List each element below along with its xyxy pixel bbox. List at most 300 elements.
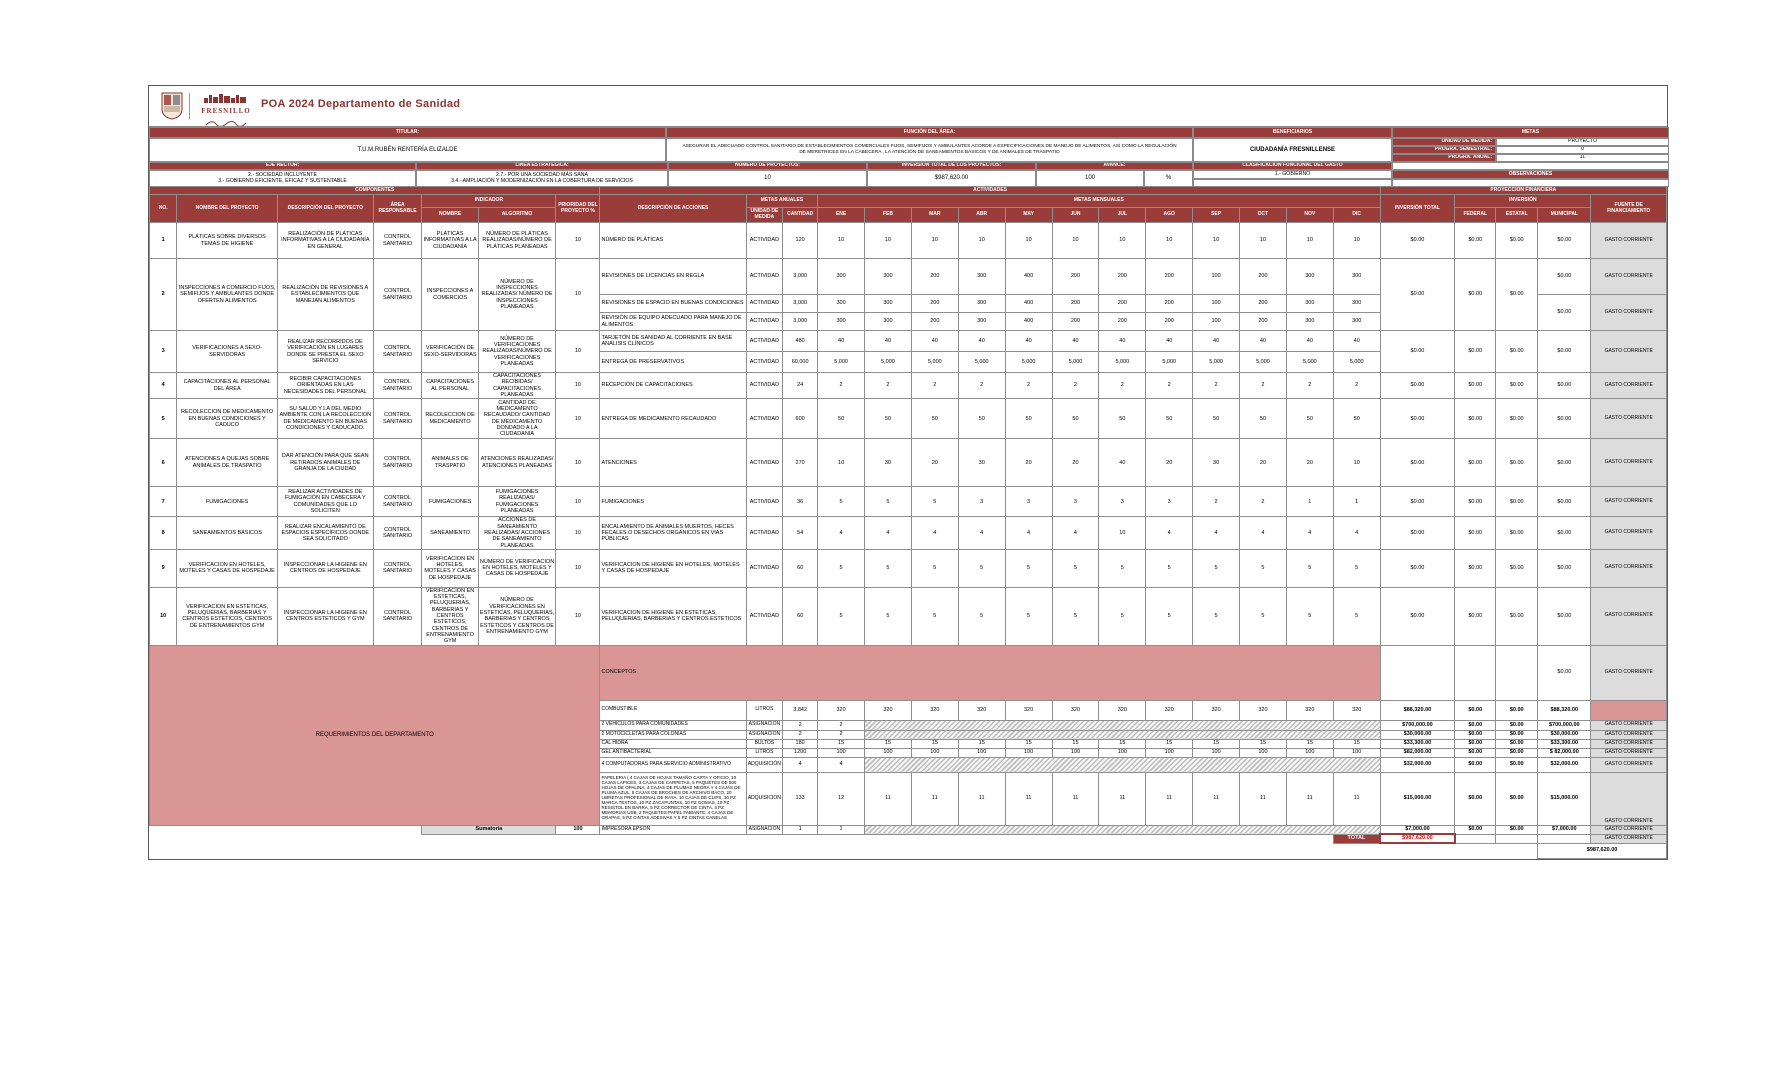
month-value: 200: [911, 259, 958, 295]
inv-estatal: $0.00: [1496, 772, 1538, 825]
month-value: 50: [1005, 399, 1052, 439]
month-value: 2: [1052, 373, 1099, 399]
project-name: ATENCIONES A QUEJAS SOBRE ANIMALES DE TRASPATIO: [177, 439, 277, 487]
action-quantity: 3,000: [783, 313, 818, 331]
month-value: 10: [1240, 223, 1287, 259]
month-value: 320: [1240, 700, 1287, 720]
month-value: 15: [1005, 739, 1052, 748]
observaciones-spacer: [1392, 179, 1669, 187]
indicator-name: INSPECCIONES A COMERCIOS: [422, 259, 478, 331]
indicator-name: VERIFICACIÓN DE SEXO-SERVIDORAS: [422, 331, 478, 373]
month-value: 20: [1240, 439, 1287, 487]
month-value: 11: [1193, 772, 1240, 825]
inv-estatal: [1496, 645, 1538, 700]
inv-municipal: $0.00: [1538, 517, 1591, 550]
month-value: 4: [818, 757, 865, 772]
project-description: REALIZAR ENCALAMIENTO DE ESPACIOS ESPECÍFICOS DONDE SEA SOLICITADO: [277, 517, 373, 550]
month-value: 11: [1052, 772, 1099, 825]
inv-federal: $0.00: [1455, 748, 1496, 757]
inv-estatal: $0.00: [1496, 720, 1538, 730]
month-value: 10: [1333, 223, 1380, 259]
month-value: 100: [1240, 748, 1287, 757]
project-area: CONTROL SANITARIO: [373, 487, 422, 517]
inv-total: $0.00: [1380, 331, 1455, 373]
requirement-unit: ASIGNACIÓN: [746, 825, 783, 834]
funding-source: GASTO CORRIENTE: [1591, 549, 1667, 587]
action-unit: ACTIVIDAD: [746, 439, 783, 487]
inv-estatal: $0.00: [1496, 757, 1538, 772]
month-value: 4: [1333, 517, 1380, 550]
month-value: 5,000: [1333, 352, 1380, 373]
inv-municipal: $88,320.00: [1538, 700, 1591, 720]
eje-rector-value: [149, 170, 416, 187]
month-value: 5: [958, 587, 1005, 645]
inv-federal: $0.00: [1455, 439, 1496, 487]
month-value: 300: [1286, 295, 1333, 313]
action-unit: ACTIVIDAD: [746, 487, 783, 517]
month-value: 11: [1146, 772, 1193, 825]
inv-municipal: $0.00: [1538, 223, 1591, 259]
month-value: 15: [1052, 739, 1099, 748]
col-indicador-nombre: NOMBRE: [422, 208, 478, 223]
requirement-quantity: 1200: [783, 748, 818, 757]
month-value: 5: [1333, 549, 1380, 587]
month-value: 11: [1240, 772, 1287, 825]
indicator-name: PLÁTICAS INFORMATIVAS A LA CIUDADANÍA: [422, 223, 478, 259]
action-unit: ACTIVIDAD: [746, 331, 783, 352]
inv-federal: $0.00: [1455, 825, 1496, 834]
month-value: 50: [865, 399, 912, 439]
proyeccion-financiera-band: PROYECCIÓN FINANCIERA: [1380, 187, 1666, 195]
inv-total: $700,000.00: [1380, 720, 1455, 730]
month-value: 2: [818, 720, 865, 730]
month-value: 4: [818, 517, 865, 550]
metas-band: METAS: [1392, 127, 1669, 138]
eje-rector-line1: 2.- SOCIEDAD INCLUYENTE: [248, 171, 317, 178]
month-value: 1: [818, 825, 865, 834]
project-area: CONTROL SANITARIO: [373, 373, 422, 399]
inversion-total-value: $987,620.00: [867, 170, 1036, 187]
project-row: [150, 487, 1667, 517]
month-value: 5,000: [1099, 352, 1146, 373]
month-value: 300: [865, 313, 912, 331]
month-value: 200: [911, 313, 958, 331]
month-value: 2: [865, 373, 912, 399]
linea-line1: 2.7.- POR UNA SOCIEDAD MÁS SANA: [496, 171, 588, 178]
month-value: 10: [818, 439, 865, 487]
month-value: 100: [1052, 748, 1099, 757]
action-unit: ACTIVIDAD: [746, 223, 783, 259]
progra-semestral-label: PROGRA. SEMESTRAL:: [1392, 146, 1496, 154]
poa-sheet: [148, 85, 1668, 860]
col-federal: FEDERAL: [1455, 208, 1496, 223]
month-value: 50: [958, 399, 1005, 439]
month-value: 15: [958, 739, 1005, 748]
col-area-responsable: ÁREA RESPONSABLE: [373, 195, 422, 223]
action-description: RECEPCIÓN DE CAPACITACIONES: [600, 373, 746, 399]
col-fuente-financiamiento: FUENTE DE FINANCIAMIENTO: [1591, 195, 1667, 223]
month-value: 15: [865, 739, 912, 748]
action-unit: ACTIVIDAD: [746, 313, 783, 331]
month-value: 100: [1193, 748, 1240, 757]
month-value: 10: [865, 223, 912, 259]
inv-municipal: $0.00: [1538, 549, 1591, 587]
progra-semestral-value: 0: [1496, 146, 1669, 154]
month-value: 5: [865, 487, 912, 517]
month-value: 300: [865, 259, 912, 295]
month-value: 50: [1146, 399, 1193, 439]
month-value: 40: [1005, 331, 1052, 352]
indicador-band: INDICADOR: [422, 195, 556, 208]
inversion-total-band: INVERSIÓN TOTAL DE LOS PROYECTOS:: [867, 162, 1036, 170]
action-description: REVISIONES DE LICENCIAS EN REGLA: [600, 259, 746, 295]
project-priority: 10: [556, 331, 600, 373]
requirement-concept: CAL HIDRA: [600, 739, 746, 748]
month-value: 5,000: [1005, 352, 1052, 373]
project-area: CONTROL SANITARIO: [373, 399, 422, 439]
project-area: CONTROL SANITARIO: [373, 549, 422, 587]
col-month: MAY: [1005, 208, 1052, 223]
inv-municipal: $0.00: [1538, 373, 1591, 399]
indicator-name: FUMIGACIONES: [422, 487, 478, 517]
numero-proyectos-band: NÚMERO DE PROYECTOS:: [668, 162, 867, 170]
col-algoritmo: ALGORITMO: [478, 208, 556, 223]
inv-municipal: $7,000.00: [1538, 825, 1591, 834]
action-unit: ACTIVIDAD: [746, 399, 783, 439]
project-priority: 10: [556, 259, 600, 331]
inv-federal: $0.00: [1455, 739, 1496, 748]
month-value: 2: [1005, 373, 1052, 399]
month-value: 50: [1333, 399, 1380, 439]
month-value: 5: [1240, 549, 1287, 587]
month-value: 5: [818, 549, 865, 587]
month-value: 100: [818, 748, 865, 757]
month-value: 5: [1099, 549, 1146, 587]
inv-estatal: $0.00: [1496, 517, 1538, 550]
month-value: 40: [1052, 331, 1099, 352]
linea-estrategica-band: LÍNEA ESTRATÉGICA:: [416, 162, 668, 170]
inv-federal: $0.00: [1455, 223, 1496, 259]
metas-mensuales-band: METAS MENSUALES: [818, 195, 1381, 208]
inv-total: $0.00: [1380, 487, 1455, 517]
inv-total: $88,320.00: [1380, 700, 1455, 720]
inv-municipal: $ 82,000.00: [1538, 748, 1591, 757]
funding-source: GASTO CORRIENTE: [1591, 587, 1667, 645]
col-prioridad: PRIORIDAD DEL PROYECTO %: [556, 195, 600, 223]
inv-estatal: $0.00: [1496, 825, 1538, 834]
progra-anual-value: 11: [1496, 154, 1669, 162]
month-value: 100: [1333, 748, 1380, 757]
funcion-area-band: FUNCIÓN DEL ÁREA:: [666, 127, 1193, 138]
inv-estatal: $0.00: [1496, 700, 1538, 720]
inv-federal: $0.00: [1455, 487, 1496, 517]
project-no: 1: [150, 223, 177, 259]
month-value: 100: [865, 748, 912, 757]
month-value: 1: [1333, 487, 1380, 517]
action-quantity: 36: [783, 487, 818, 517]
hatched-months: [865, 720, 1381, 730]
month-value: 320: [818, 700, 865, 720]
month-value: 11: [1005, 772, 1052, 825]
requirement-concept: 2 VEHICULOS PARA COMUNIDADES: [600, 720, 746, 730]
month-value: 12: [818, 772, 865, 825]
clasificacion-band: CLASIFICACIÓN FUNCIONAL DEL GASTO: [1193, 162, 1392, 170]
conceptos-row: [150, 645, 1667, 700]
project-area: CONTROL SANITARIO: [373, 439, 422, 487]
inv-municipal: $0.00: [1538, 587, 1591, 645]
requirement-unit: ASIGNACIÓN: [746, 720, 783, 730]
municipal-crest-icon: [161, 92, 183, 125]
project-no: 2: [150, 259, 177, 331]
action-quantity: 480: [783, 331, 818, 352]
metas-anuales-band: METAS ANUALES: [746, 195, 818, 208]
month-value: 3: [1005, 487, 1052, 517]
month-value: 50: [1193, 399, 1240, 439]
conceptos-label: CONCEPTOS: [600, 645, 1380, 700]
month-value: 10: [1286, 223, 1333, 259]
project-row: [150, 549, 1667, 587]
project-priority: 10: [556, 549, 600, 587]
hatched-months: [865, 825, 1381, 834]
fresnillo-wordmark: FRESNILLO: [201, 107, 251, 115]
month-value: 50: [1052, 399, 1099, 439]
month-value: 2: [1240, 487, 1287, 517]
funding-source: GASTO CORRIENTE: [1591, 331, 1667, 373]
indicator-algorithm: FUMIGACIONES REALIZADAS/ FUMIGACIONES PLANEADAS: [478, 487, 556, 517]
month-value: 50: [911, 399, 958, 439]
month-value: 4: [1286, 517, 1333, 550]
inv-estatal: $0.00: [1496, 748, 1538, 757]
avance-band: AVANCE:: [1036, 162, 1193, 170]
col-month: FEB: [865, 208, 912, 223]
spacer: [150, 843, 1381, 858]
inv-federal: $0.00: [1455, 399, 1496, 439]
observaciones-band: OBSERVACIONES: [1392, 170, 1669, 179]
month-value: 320: [1333, 700, 1380, 720]
inv-municipal: $0.00: [1538, 439, 1591, 487]
project-row: [150, 439, 1667, 487]
inv-federal: $0.00: [1455, 549, 1496, 587]
month-value: 200: [1052, 295, 1099, 313]
requirement-concept: 4 COMPUTADORAS PARA SERVICIO ADMINISTRATIVO: [600, 757, 746, 772]
month-value: 200: [1146, 313, 1193, 331]
funding-source: GASTO CORRIENTE: [1591, 748, 1667, 757]
inv-federal: $0.00: [1455, 587, 1496, 645]
month-value: 5: [1005, 587, 1052, 645]
project-description: SU SALUD Y LA DEL MEDIO AMBIENTE CON LA RECOLECCION DE MEDICAMENTO EN BUENAS CONDICIONES Y CADUCADO.: [277, 399, 373, 439]
month-value: 20: [1286, 439, 1333, 487]
inv-total: $0.00: [1380, 259, 1455, 331]
month-value: 11: [865, 772, 912, 825]
month-value: 10: [1052, 223, 1099, 259]
project-name: INSPECCIONES A COMERCIO FIJOS, SEMIFIJOS Y AMBULANTES DONDE OFERTEN ALIMENTOS: [177, 259, 277, 331]
col-month: MAR: [911, 208, 958, 223]
action-description: ENTREGA DE MEDICAMENTO RECAUDADO: [600, 399, 746, 439]
indicator-algorithm: ATENCIONES REALIZADAS/ ATENCIONES PLANEADAS: [478, 439, 556, 487]
title-row: [149, 86, 1667, 126]
action-unit: ACTIVIDAD: [746, 373, 783, 399]
month-value: 300: [958, 259, 1005, 295]
inv-municipal: $0.00: [1538, 331, 1591, 373]
requirement-unit: ADQUISICION: [746, 772, 783, 825]
month-value: 50: [1240, 399, 1287, 439]
month-value: 400: [1005, 259, 1052, 295]
project-name: PLÁTICAS SOBRE DIVERSOS TEMAS DE HIGIENE: [177, 223, 277, 259]
inv-estatal: [1496, 834, 1538, 843]
funcion-area-value: ASEGURAR EL ADECUADO CONTROL SANITARIO DE ESTABLECIMIENTOS COMERCIALES FIJOS, SEMIFIJOS Y AMBULANTES ACORDE A ESPECIFICACIONES DE MANEJO DE ALIMENTOS, ASÍ COMO LA REGULACIÓN DE MERETRICES EN LA CABECERA , LA ATENCIÓN DE SANEAMIENTOS BÁSICOS Y DE ANIMALES DE TRASPATIO: [666, 138, 1193, 162]
requirement-unit: BULTOS: [746, 739, 783, 748]
month-value: 200: [1052, 259, 1099, 295]
inv-total: $0.00: [1380, 223, 1455, 259]
project-priority: 10: [556, 399, 600, 439]
requirement-concept: IMPRESORA EPSON: [600, 825, 746, 834]
project-row: [150, 517, 1667, 550]
month-value: 5,000: [1146, 352, 1193, 373]
month-value: 320: [1286, 700, 1333, 720]
inv-total: $0.00: [1380, 587, 1455, 645]
action-unit: ACTIVIDAD: [746, 549, 783, 587]
month-value: 5: [1052, 587, 1099, 645]
month-value: 4: [1240, 517, 1287, 550]
indicator-name: VERIFICACION EN HOTELES, MOTELES Y CASAS DE HOSPEDAJE: [422, 549, 478, 587]
inv-municipal: $0.00: [1538, 259, 1591, 295]
month-value: 15: [818, 739, 865, 748]
month-value: 40: [818, 331, 865, 352]
inv-estatal: $0.00: [1496, 730, 1538, 739]
poa-table: [149, 186, 1667, 859]
month-value: 100: [1005, 748, 1052, 757]
action-quantity: 60: [783, 549, 818, 587]
month-value: 5: [1193, 549, 1240, 587]
total-label: TOTAL: [1333, 834, 1380, 843]
month-value: 2: [1193, 373, 1240, 399]
inv-federal: $0.00: [1455, 373, 1496, 399]
month-value: 4: [1193, 517, 1240, 550]
month-value: 320: [958, 700, 1005, 720]
project-name: SANEAMIENTOS BÁSICOS: [177, 517, 277, 550]
month-value: 300: [1333, 295, 1380, 313]
month-value: 4: [911, 517, 958, 550]
month-value: 2: [1240, 373, 1287, 399]
table-head: [150, 187, 1667, 223]
inv-municipal: $0.00: [1538, 487, 1591, 517]
beneficiarios-value: CIUDADANÍA FRESNILLENSE: [1193, 138, 1392, 162]
action-unit: ACTIVIDAD: [746, 517, 783, 550]
indicator-algorithm: CANTIDAD DE MEDICAMENTO RECAUDADO/ CANTIDAD DE MEDICAMENTO DONDADO A LA CIUDADANIA: [478, 399, 556, 439]
month-value: 5: [818, 487, 865, 517]
requirement-quantity: 1: [783, 825, 818, 834]
project-row: [150, 331, 1667, 352]
action-quantity: 54: [783, 517, 818, 550]
funding-source: GASTO CORRIENTE: [1591, 223, 1667, 259]
month-value: 100: [911, 748, 958, 757]
month-value: 200: [1099, 295, 1146, 313]
month-value: 2: [1333, 373, 1380, 399]
avance-percent: %: [1144, 170, 1193, 187]
month-value: 400: [1005, 295, 1052, 313]
month-value: 5: [865, 587, 912, 645]
month-value: 5: [865, 549, 912, 587]
project-description: REALIZAR ACTIVIDADES DE FUMIGACIÓN EN CABECERA Y COMUNIDADES QUE LO SOLICITEN: [277, 487, 373, 517]
month-value: 320: [1146, 700, 1193, 720]
requirement-unit: LITROS: [746, 700, 783, 720]
month-value: 100: [958, 748, 1005, 757]
month-value: 300: [818, 295, 865, 313]
month-value: 5: [1005, 549, 1052, 587]
month-value: 2: [1146, 373, 1193, 399]
month-value: 2: [818, 730, 865, 739]
col-estatal: ESTATAL: [1496, 208, 1538, 223]
spacer: [150, 825, 422, 834]
month-value: 10: [958, 223, 1005, 259]
month-value: 2: [911, 373, 958, 399]
project-no: 3: [150, 331, 177, 373]
col-municipal: MUNICIPAL: [1538, 208, 1591, 223]
month-value: 10: [1333, 439, 1380, 487]
spacer: [150, 834, 1334, 843]
inversion-band: INVERSIÓN: [1455, 195, 1591, 208]
month-value: 2: [1099, 373, 1146, 399]
month-value: 320: [911, 700, 958, 720]
project-name: RECOLECCION DE MEDICAMENTO EN BUENAS CONDICIONES Y CADUCO: [177, 399, 277, 439]
month-value: 300: [958, 295, 1005, 313]
project-area: CONTROL SANITARIO: [373, 331, 422, 373]
indicator-algorithm: NÚMERO DE VERIFICACIONES EN ESTETICAS, PELUQUERIAS, BARBERIAS Y CENTROS ESTETICOS Y CENTROS DE ENTRENAMIENTO GYM: [478, 587, 556, 645]
month-value: 300: [1286, 313, 1333, 331]
inv-total: $7,000.00: [1380, 825, 1455, 834]
funding-source: GASTO CORRIENTE: [1591, 399, 1667, 439]
inv-estatal: $0.00: [1496, 331, 1538, 373]
funding-source: GASTO CORRIENTE: [1591, 259, 1667, 295]
indicator-name: RECOLECCION DE MEDICAMENTO: [422, 399, 478, 439]
inv-total: [1380, 645, 1455, 700]
month-value: 10: [1099, 517, 1146, 550]
avance-value: 100: [1036, 170, 1144, 187]
inv-total: $0.00: [1380, 549, 1455, 587]
action-description: ENCALAMIENTO DE ANIMALES MUERTOS, HECES FECALES O DESECHOS ORGANICOS EN VIAS PÚBLICAS: [600, 517, 746, 550]
month-value: 30: [958, 439, 1005, 487]
month-value: 5,000: [1193, 352, 1240, 373]
action-quantity: 60,000: [783, 352, 818, 373]
actividades-band: ACTIVIDADES: [600, 187, 1380, 195]
indicator-algorithm: ACCIONES DE SANEAMIENTO REALIZADAS/ ACCIONES DE SANEAMIENTO PLANEADAS: [478, 517, 556, 550]
month-value: 300: [1333, 313, 1380, 331]
month-value: 5: [1193, 587, 1240, 645]
month-value: 40: [1333, 331, 1380, 352]
inv-estatal: $0.00: [1496, 223, 1538, 259]
month-value: 50: [1286, 399, 1333, 439]
unidad-medida-value: PROYECTO: [1496, 138, 1669, 146]
month-value: 2: [818, 373, 865, 399]
inv-total: $32,000.00: [1380, 757, 1455, 772]
metas-spacer: [1392, 162, 1669, 170]
col-descripcion-acciones: DESCRIPCIÓN DE ACCIONES: [600, 195, 746, 223]
funding-source: GASTO CORRIENTE: [1591, 373, 1667, 399]
project-no: 7: [150, 487, 177, 517]
inv-municipal: [1538, 834, 1591, 843]
indicator-algorithm: NÚMERO DE INSPECCIONES REALIZADAS/ NÚMERO DE INSPECCIONES PLANEADAS: [478, 259, 556, 331]
inv-federal: $0.00: [1455, 331, 1496, 373]
month-value: 40: [1146, 331, 1193, 352]
action-quantity: 3,000: [783, 259, 818, 295]
project-description: INSPECCIONAR LA HIGIENE EN CENTROS DE HOSPEDAJE: [277, 549, 373, 587]
project-name: CAPACITACIONES AL PERSONAL DEL ÁREA: [177, 373, 277, 399]
beneficiarios-band: BENEFICIARIOS: [1193, 127, 1392, 138]
inv-total: $15,000.00: [1380, 772, 1455, 825]
month-value: 5: [911, 549, 958, 587]
month-value: 4: [865, 517, 912, 550]
action-description: REVISIÓN DE EQUIPO ADECUADO PARA MANEJO DE ALIMENTOS: [600, 313, 746, 331]
